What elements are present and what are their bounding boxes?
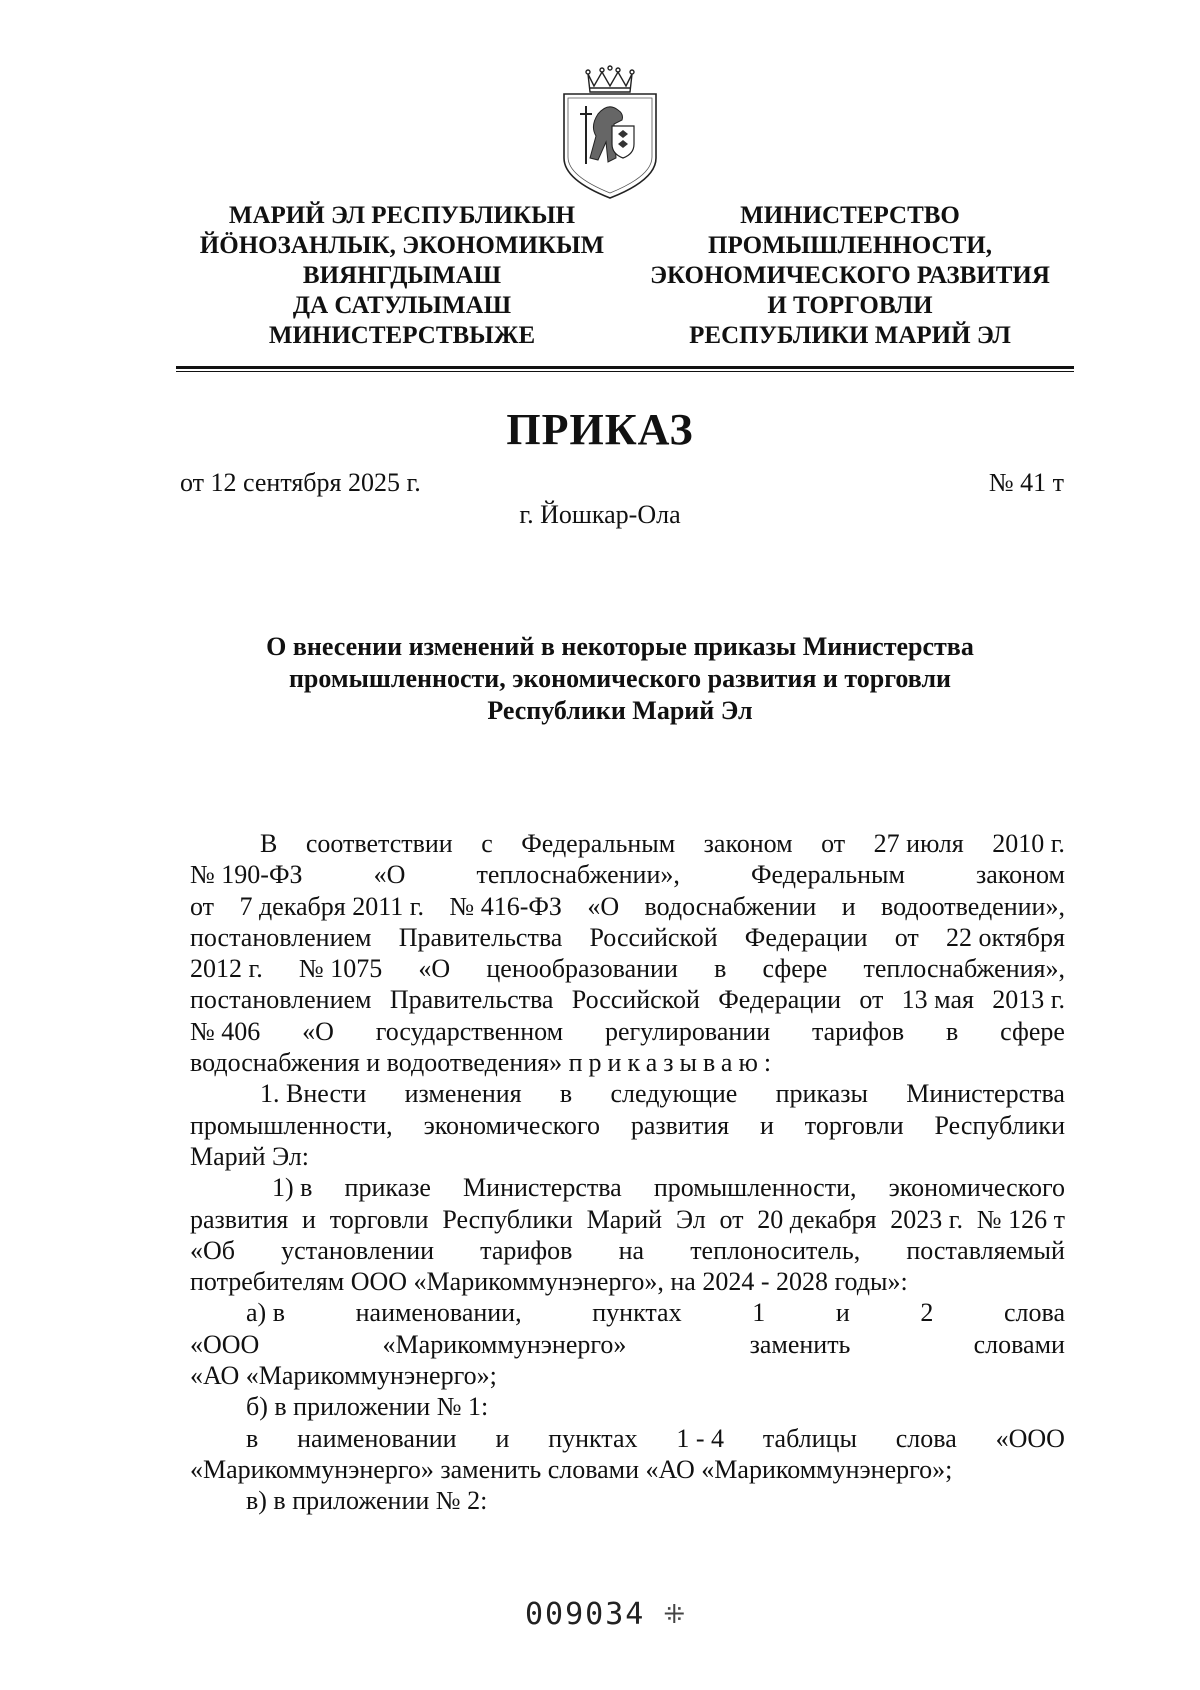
- subject-line: Республики Марий Эл: [487, 696, 753, 725]
- body-line: [190, 1329, 1065, 1360]
- document-subject: [180, 631, 1060, 727]
- body-line: [190, 1110, 1065, 1141]
- header-right-line: РЕСПУБЛИКИ МАРИЙ ЭЛ: [689, 322, 1011, 349]
- header-divider-thin: [176, 371, 1074, 372]
- body-word: законом: [703, 829, 793, 858]
- body-word: от: [190, 891, 215, 921]
- body-word: пунктах: [548, 1423, 638, 1453]
- body-word: заменить: [749, 1329, 851, 1359]
- body-word: Федерации: [744, 922, 868, 952]
- body-word: «О: [373, 860, 406, 890]
- body-word: установлении: [281, 1235, 435, 1265]
- header-right-line: ПРОМЫШЛЕННОСТИ,: [708, 232, 992, 259]
- body-word: а) в: [246, 1298, 285, 1328]
- body-line: [190, 984, 1065, 1015]
- body-word: Министерства: [463, 1173, 622, 1203]
- body-line: [190, 828, 1065, 859]
- subject-line: промышленности, экономического развития и торговли: [288, 664, 952, 693]
- body-word: наименовании: [297, 1423, 457, 1453]
- header-left-line: ЙӦНОЗАНЛЫК, ЭКОНОМИКЫМ: [199, 232, 605, 259]
- body-word: и: [302, 1204, 316, 1234]
- body-word: соответствии: [305, 829, 453, 858]
- body-word: Российской: [589, 922, 718, 952]
- document-title: ПРИКАЗ: [506, 405, 694, 454]
- header-left-line: ДА САТУЛЫМАШ: [292, 292, 512, 319]
- body-word: «Об: [190, 1235, 236, 1265]
- body-word: теплоснабжении»,: [476, 860, 680, 890]
- body-word: «О: [418, 954, 451, 984]
- body-line: [190, 859, 1065, 890]
- serial-number: 009034: [525, 1597, 646, 1632]
- body-word: приказе: [344, 1173, 431, 1203]
- body-word: сфере: [1000, 1016, 1065, 1046]
- body-word: слова: [895, 1423, 957, 1453]
- body-word: от: [719, 1204, 744, 1234]
- body-word: наименовании,: [355, 1298, 522, 1328]
- body-word: тарифов: [480, 1235, 573, 1265]
- body-word: 1. Внести: [260, 1079, 367, 1109]
- body-word: экономического: [888, 1173, 1065, 1203]
- body-word: государственном: [375, 1016, 564, 1046]
- body-line: «АО «Марикоммунэнерго»;: [190, 1361, 497, 1391]
- body-word: Федерации: [718, 985, 842, 1015]
- header-left-line: МИНИСТЕРСТВЫЖЕ: [268, 322, 536, 349]
- body-word: от: [821, 829, 846, 858]
- body-word: Эл: [675, 1204, 706, 1234]
- body-line: [190, 1078, 1065, 1109]
- body-word: № 416-ФЗ: [449, 891, 562, 921]
- body-word: 7 декабря 2011 г.: [239, 891, 424, 921]
- body-word: Правительства: [389, 985, 554, 1015]
- body-line: [190, 891, 1065, 922]
- body-word: и: [835, 1298, 850, 1328]
- body-word: Федеральным: [750, 860, 905, 890]
- body-word: пунктах: [592, 1298, 682, 1328]
- body-line: [190, 922, 1065, 953]
- body-word: тарифов: [811, 1016, 905, 1046]
- body-word: Министерства: [906, 1079, 1065, 1109]
- header-left-line: МАРИЙ ЭЛ РЕСПУБЛИКЫН: [228, 202, 576, 229]
- body-word: экономического: [423, 1110, 600, 1140]
- body-word: № 406: [190, 1016, 261, 1046]
- body-word: таблицы: [762, 1423, 857, 1453]
- paragraph-item-1: [190, 1078, 1065, 1141]
- body-word: слова: [1004, 1298, 1065, 1328]
- body-word: 1: [752, 1298, 766, 1328]
- body-word: 2012 г.: [190, 954, 263, 984]
- header-right-line: МИНИСТЕРСТВО: [740, 202, 960, 229]
- body-word: № 126 т: [976, 1204, 1065, 1234]
- document-city: г. Йошкар-Ола: [519, 500, 681, 529]
- body-word: от: [894, 922, 919, 952]
- body-word: теплоноситель,: [690, 1235, 861, 1265]
- paragraph-subitem-a: [190, 1297, 1065, 1360]
- body-line: потребителям ООО «Марикоммунэнерго», на 2024 - 2028 годы»:: [190, 1267, 908, 1297]
- header-right-line: И ТОРГОВЛИ: [767, 292, 933, 319]
- ministry-name-russian: [640, 201, 1060, 351]
- body-line: [190, 1423, 1065, 1454]
- body-line: [190, 1235, 1065, 1266]
- body-word: теплоснабжения»,: [863, 954, 1065, 984]
- body-word: законом: [976, 860, 1065, 890]
- body-line: [190, 1047, 1065, 1078]
- body-word: в: [946, 1016, 959, 1046]
- body-word: Марий: [586, 1204, 663, 1234]
- body-word: и: [759, 1110, 774, 1140]
- header-left-line: ВИЯНГДЫМАШ: [302, 262, 502, 289]
- paragraph-subitem-1: [190, 1172, 1065, 1266]
- body-word: изменения: [404, 1079, 522, 1109]
- body-word: в: [714, 954, 727, 984]
- body-word: в: [559, 1079, 573, 1109]
- document-number: № 41 т: [988, 468, 1064, 497]
- body-word: Правительства: [398, 922, 563, 952]
- document-date: от 12 сентября 2025 г.: [180, 468, 421, 497]
- body-word: Российской: [571, 985, 700, 1015]
- body-word: 27 июля: [873, 829, 964, 858]
- body-word: развития: [630, 1110, 730, 1140]
- body-word: № 190-ФЗ: [190, 860, 303, 890]
- body-line: [190, 1016, 1065, 1047]
- body-word: в: [246, 1423, 259, 1453]
- body-word: «ООО: [995, 1423, 1065, 1453]
- body-word: регулировании: [604, 1016, 771, 1046]
- body-word: В: [260, 829, 278, 858]
- order-word: приказываю:: [568, 1048, 778, 1078]
- paragraph-preamble: [190, 828, 1065, 1047]
- body-word: «О: [587, 891, 620, 921]
- body-word: 1) в: [272, 1173, 313, 1203]
- header-divider-thick: [176, 366, 1074, 369]
- coat-of-arms-emblem: [550, 62, 670, 202]
- body-word: следующие: [610, 1079, 738, 1109]
- body-word: сфере: [762, 954, 828, 984]
- subject-line: О внесении изменений в некоторые приказы Министерства: [266, 632, 974, 661]
- body-line: «Марикоммунэнерго» заменить словами «АО «Марикоммунэнерго»;: [190, 1454, 953, 1484]
- header-right-line: ЭКОНОМИЧЕСКОГО РАЗВИТИЯ: [650, 262, 1050, 289]
- serial-stamp: [525, 1597, 687, 1632]
- body-word: промышленности,: [190, 1110, 393, 1140]
- body-word: 13 мая: [901, 985, 974, 1015]
- body-word: с: [481, 829, 493, 858]
- body-word: и: [841, 891, 856, 921]
- body-word: 20 декабря: [757, 1204, 877, 1234]
- body-line: [190, 1297, 1065, 1328]
- body-word: торговли: [329, 1204, 429, 1234]
- body-word: ценообразовании: [486, 954, 678, 984]
- body-word: Республики: [442, 1204, 573, 1234]
- body-word: приказы: [775, 1079, 868, 1109]
- body-word: поставляемый: [906, 1235, 1065, 1265]
- body-word: Федеральным: [521, 829, 676, 858]
- body-word: 2010 г.: [992, 829, 1065, 858]
- paragraph-subitem-b-text: [190, 1423, 1065, 1454]
- preamble-last-line: водоснабжения и водоотведения»: [190, 1048, 563, 1078]
- body-word: от: [859, 985, 884, 1015]
- body-word: «ООО: [190, 1329, 260, 1359]
- body-word: словами: [973, 1329, 1065, 1359]
- body-word: и: [495, 1423, 510, 1453]
- body-word: на: [618, 1235, 645, 1265]
- body-word: постановлением: [190, 985, 372, 1015]
- body-line: [190, 1172, 1065, 1203]
- body-line: Марий Эл:: [190, 1141, 310, 1171]
- ministry-name-mari: [172, 201, 632, 351]
- body-word: водоснабжении: [644, 891, 817, 921]
- body-line: [190, 1204, 1065, 1235]
- body-line: [190, 953, 1065, 984]
- body-word: промышленности,: [653, 1173, 857, 1203]
- body-word: развития: [190, 1204, 289, 1234]
- body-word: № 1075: [298, 954, 383, 984]
- body-word: «Марикоммунэнерго»: [382, 1329, 627, 1359]
- body-word: постановлением: [190, 922, 372, 952]
- body-line: б) в приложении № 1:: [246, 1392, 489, 1422]
- body-word: торговли: [804, 1110, 904, 1140]
- body-word: 1 - 4: [676, 1423, 725, 1453]
- body-line: в) в приложении № 2:: [246, 1486, 488, 1516]
- body-word: водоотведении»,: [881, 891, 1065, 921]
- body-word: 2013 г.: [992, 985, 1065, 1015]
- body-word: «О: [302, 1016, 334, 1046]
- body-word: 2: [920, 1298, 934, 1328]
- body-word: 2023 г.: [890, 1204, 964, 1234]
- body-word: Республики: [934, 1110, 1065, 1140]
- star-icon: ⁜: [663, 1599, 688, 1630]
- document-body: [190, 828, 1065, 1517]
- body-word: 22 октября: [945, 922, 1065, 952]
